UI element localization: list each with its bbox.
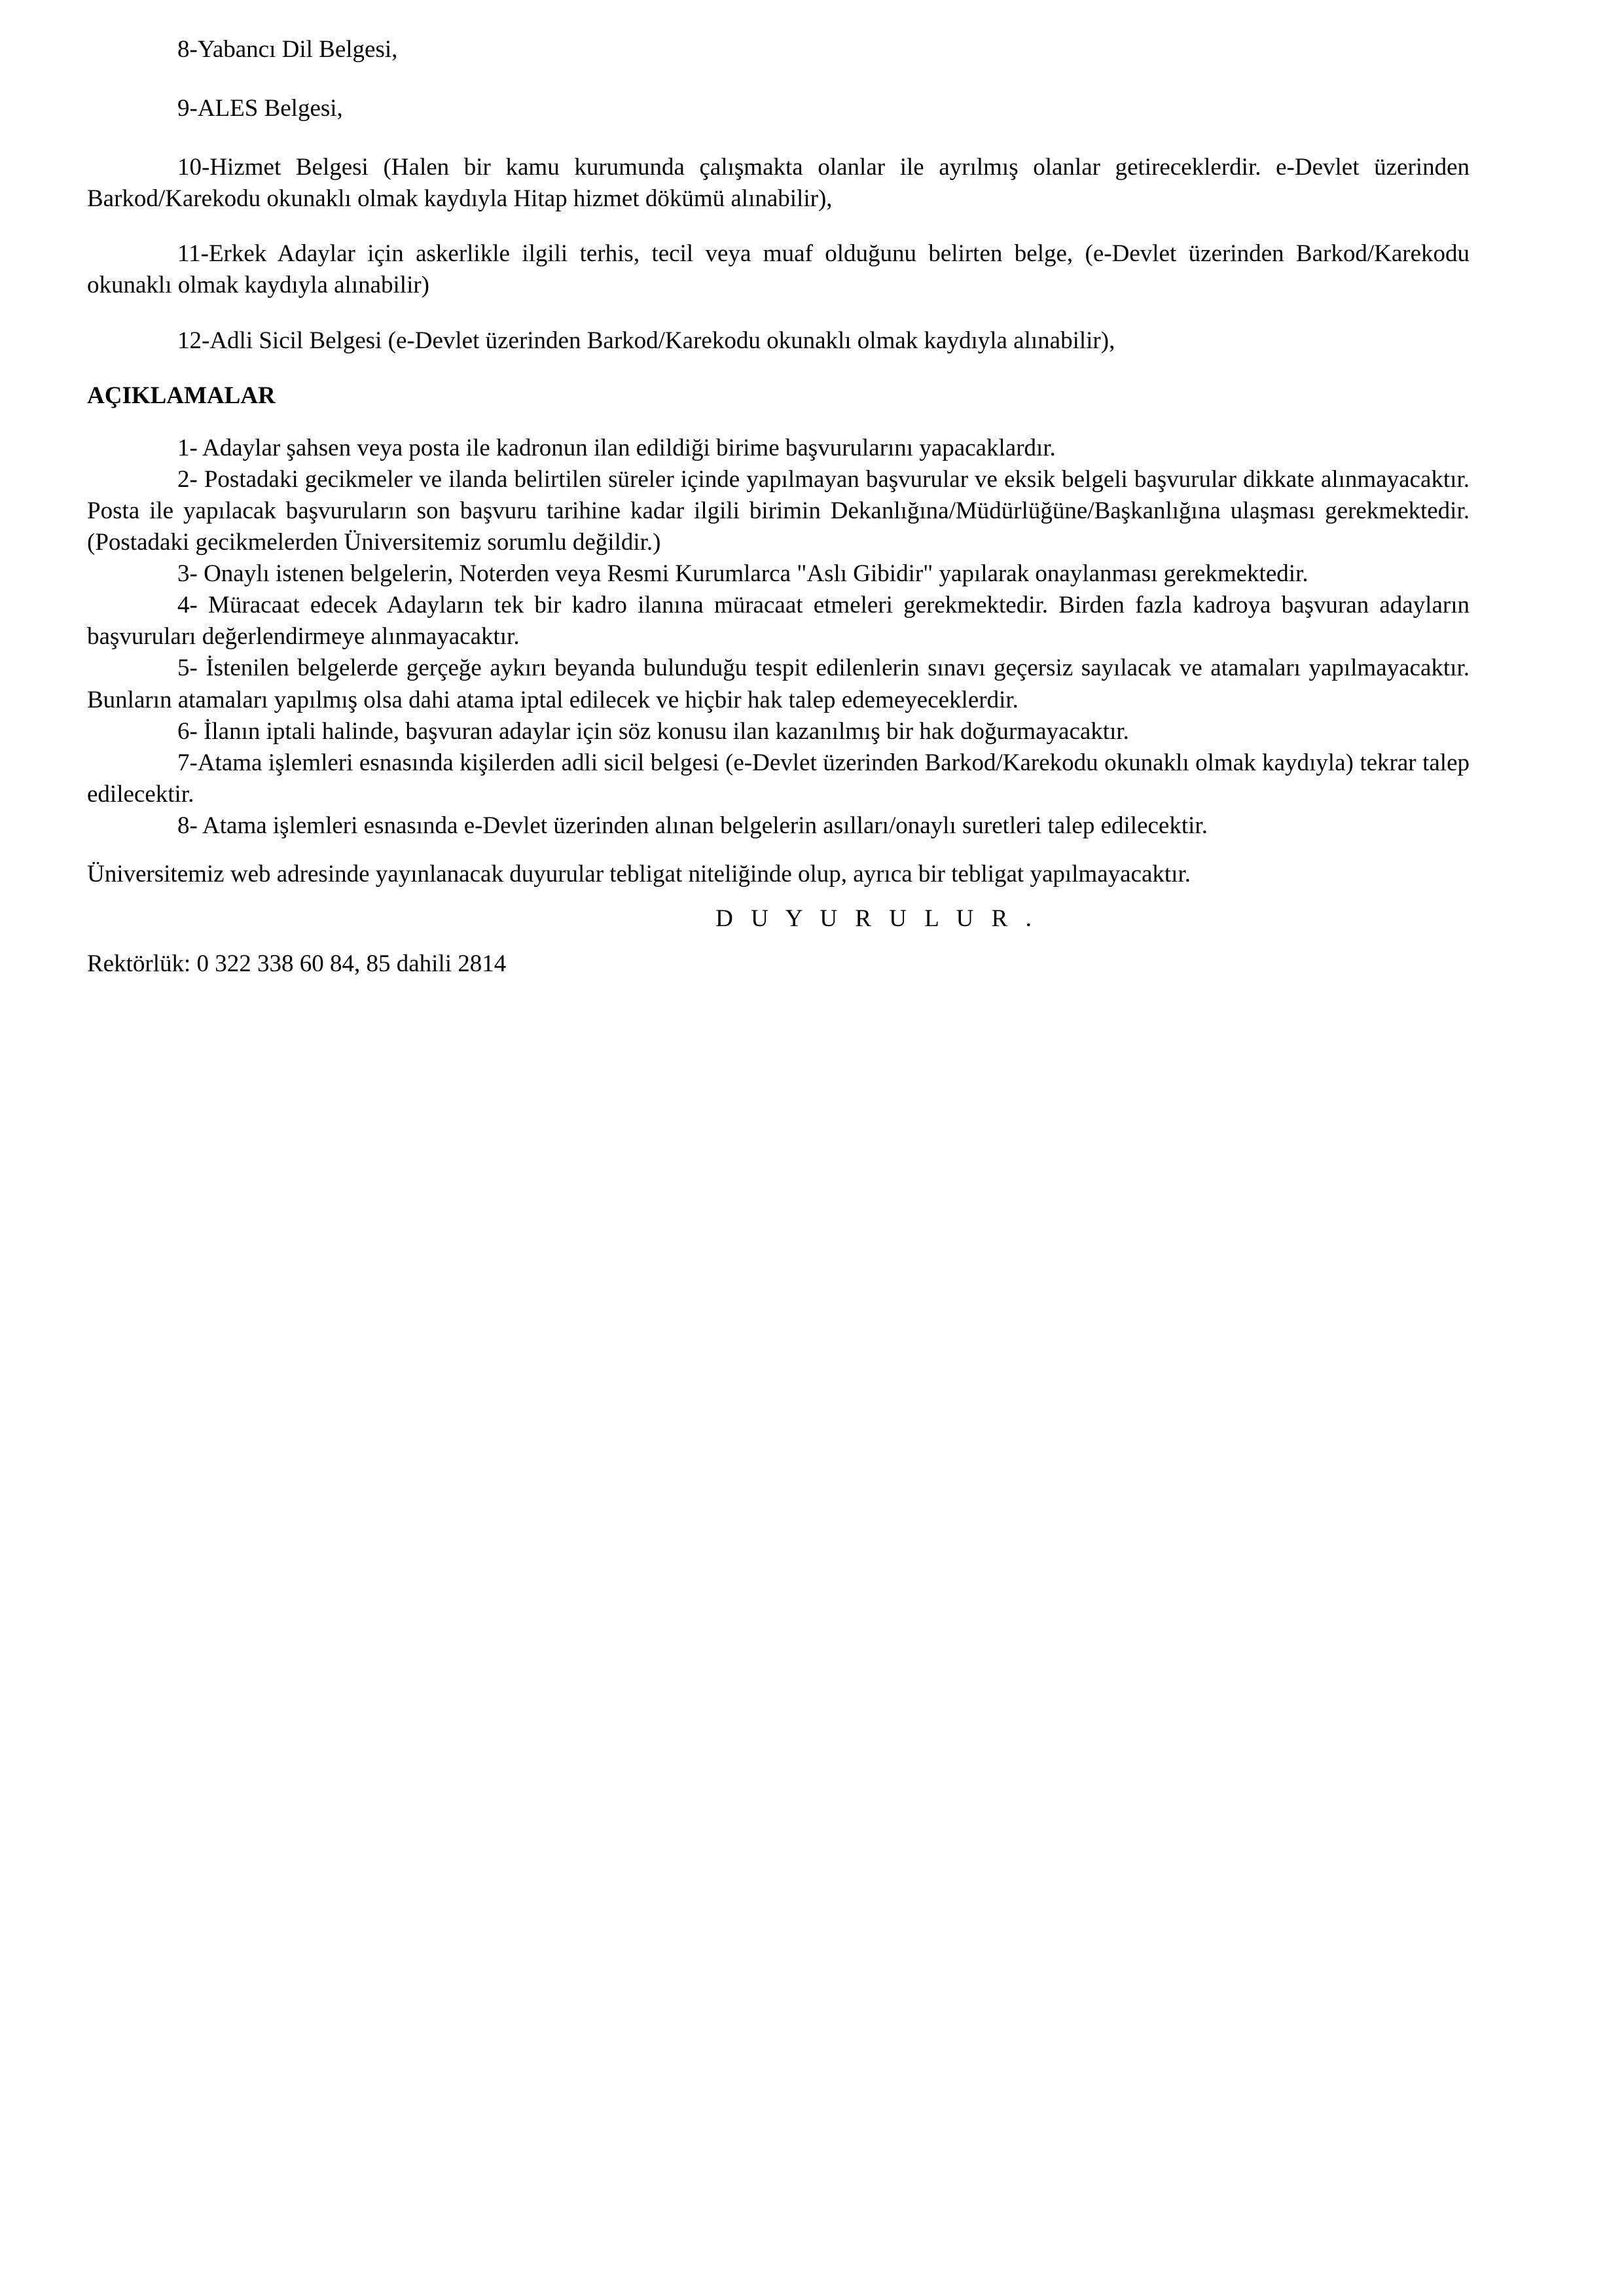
- document-item-9: 9-ALES Belgesi,: [177, 95, 343, 122]
- document-body: [87, 0, 1470, 980]
- explanations-section: [87, 433, 1470, 842]
- explanation-item-1: 1- Adaylar şahsen veya posta ile kadronun ilan edildiği birime başvurularını yapacaklardır.: [177, 434, 1056, 461]
- explanation-item-7: 7-Atama işlemleri esnasında kişilerden adli sicil belgesi (e-Devlet üzerinden Barkod/Karekodu okunaklı olmak kaydıyla) tekrar talep edilecektir.: [87, 749, 1470, 808]
- explanation-item-6: 6- İlanın iptali halinde, başvuran adaylar için söz konusu ilan kazanılmış bir hak doğurmayacaktır.: [177, 717, 1129, 745]
- documents-list-section: [87, 34, 1470, 357]
- announcement-row: [87, 905, 1470, 933]
- document-item-10: 10-Hizmet Belgesi (Halen bir kamu kurumunda çalışmakta olanlar ile ayrılmış olanlar getireceklerdir. e-Devlet üzerinden Barkod/Karekodu okunaklı olmak kaydıyla Hitap hizmet dökümü alınabilir),: [87, 154, 1470, 213]
- duyurulur-text: D U Y U R U L U R .: [715, 905, 1038, 933]
- explanation-item-8: 8- Atama işlemleri esnasında e-Devlet üzerinden alınan belgelerin asılları/onaylı suretleri talep edilecektir.: [177, 812, 1208, 839]
- explanation-item-3: 3- Onaylı istenen belgelerin, Noterden veya Resmi Kurumlarca "Aslı Gibidir" yapılarak onaylanması gerekmektedir.: [177, 560, 1308, 588]
- explanation-item-5: 5- İstenilen belgelerde gerçeğe aykırı beyanda bulunduğu tespit edilenlerin sınavı geçersiz sayılacak ve atamaları yapılmayacaktır. Bunların atamaları yapılmış olsa dahi atama iptal edilecek ve hiçbir hak talep edemeyeceklerdir.: [87, 655, 1470, 713]
- explanations-heading: AÇIKLAMALAR: [87, 382, 276, 409]
- explanation-item-2: 2- Postadaki gecikmeler ve ilanda belirtilen süreler içinde yapılmayan başvurular ve eksik belgeli başvurular dikkate alınmayacaktır. Posta ile yapılacak başvuruların son başvuru tarihine kadar ilgili birimin Dekanlığına/Müdürlüğüne/Başkanlığına ulaşması gerekmektedir. (Postadaki gecikmelerden Üniversitemiz sorumlu değildir.): [87, 465, 1470, 556]
- explanation-item-4: 4- Müracaat edecek Adayların tek bir kadro ilanına müracaat etmeleri gerekmektedir. Birden fazla kadroya başvuran adayların başvuruları değerlendirmeye alınmayacaktır.: [87, 592, 1470, 651]
- document-item-12: 12-Adli Sicil Belgesi (e-Devlet üzerinden Barkod/Karekodu okunaklı olmak kaydıyla alınabilir),: [177, 327, 1115, 354]
- document-item-11: 11-Erkek Adaylar için askerlikle ilgili terhis, tecil veya muaf olduğunu belirten belge, (e-Devlet üzerinden Barkod/Karekodu okunaklı olmak kaydıyla alınabilir): [87, 240, 1470, 299]
- rectorate-contact: Rektörlük: 0 322 338 60 84, 85 dahili 2814: [87, 950, 507, 978]
- closing-notice: Üniversitemiz web adresinde yayınlanacak duyurular tebligat niteliğinde olup, ayrıca bir tebligat yapılmayacaktır.: [87, 860, 1191, 888]
- document-item-8: 8-Yabancı Dil Belgesi,: [177, 36, 398, 63]
